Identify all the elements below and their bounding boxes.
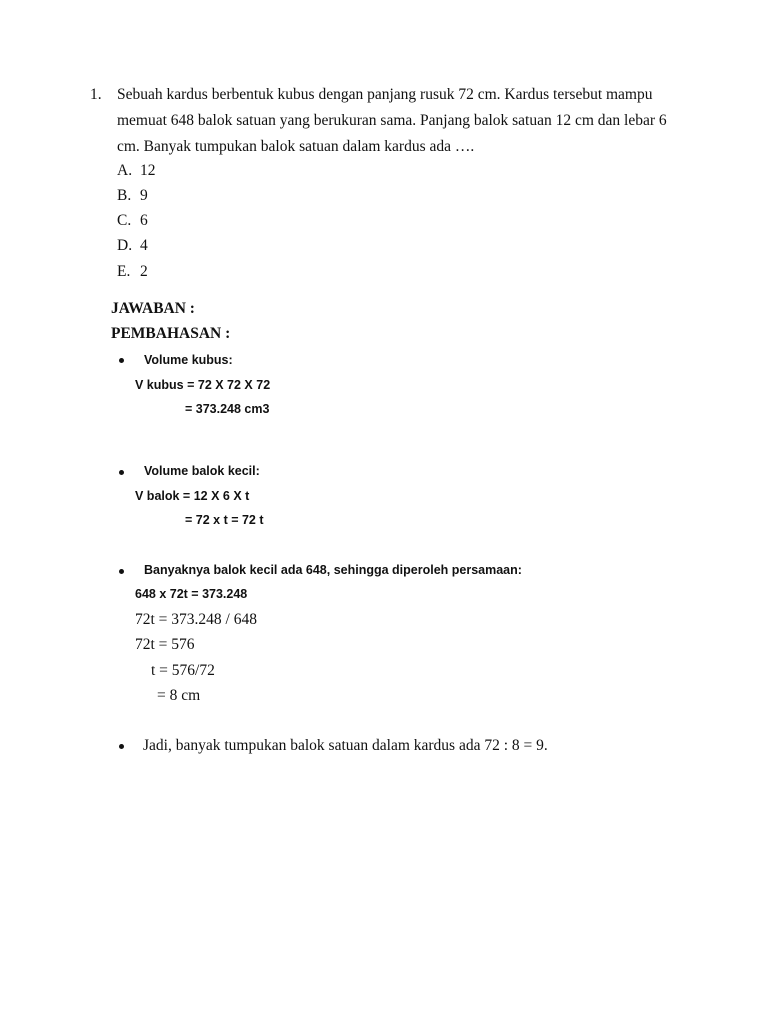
question-text-line-2: memuat 648 balok satuan yang berukuran sama. Panjang balok satuan 12 cm dan lebar 6: [117, 112, 667, 129]
equation-line-5: = 8 cm: [157, 687, 201, 704]
option-b-value: 9: [140, 187, 148, 204]
equation-line-4: t = 576/72: [151, 662, 215, 679]
cube-volume-formula: V kubus = 72 X 72 X 72: [135, 378, 271, 392]
equation-line-3: 72t = 576: [135, 636, 195, 653]
option-a-value: 12: [140, 162, 156, 179]
question-text-line-1: Sebuah kardus berbentuk kubus dengan panjang rusuk 72 cm. Kardus tersebut mampu: [117, 86, 653, 103]
bullet-icon: [119, 569, 124, 574]
cube-volume-result: = 373.248 cm3: [185, 402, 270, 416]
bullet-icon: [119, 470, 124, 475]
cube-volume-title: Volume kubus:: [144, 353, 233, 367]
option-e-letter: E.: [117, 263, 131, 280]
equation-line-1: 648 x 72t = 373.248: [135, 587, 248, 601]
answer-heading: JAWABAN :: [111, 300, 195, 317]
equation-line-2: 72t = 373.248 / 648: [135, 611, 257, 628]
bullet-icon: [119, 358, 124, 363]
question-number: 1.: [90, 86, 102, 103]
block-volume-result: = 72 x t = 72 t: [185, 513, 264, 527]
bullet-icon: [119, 744, 124, 749]
question-text-line-3: cm. Banyak tumpukan balok satuan dalam kardus ada ….: [117, 138, 475, 155]
option-b-letter: B.: [117, 187, 132, 204]
discussion-heading: PEMBAHASAN :: [111, 325, 231, 342]
option-d-letter: D.: [117, 237, 133, 254]
option-d-value: 4: [140, 237, 148, 254]
block-volume-title: Volume balok kecil:: [144, 464, 260, 478]
block-volume-formula: V balok = 12 X 6 X t: [135, 489, 250, 503]
equation-title: Banyaknya balok kecil ada 648, sehingga diperoleh persamaan:: [144, 563, 522, 577]
option-e-value: 2: [140, 263, 148, 280]
option-c-value: 6: [140, 212, 148, 229]
conclusion-text: Jadi, banyak tumpukan balok satuan dalam kardus ada 72 : 8 = 9.: [143, 737, 548, 754]
option-a-letter: A.: [117, 162, 133, 179]
option-c-letter: C.: [117, 212, 132, 229]
